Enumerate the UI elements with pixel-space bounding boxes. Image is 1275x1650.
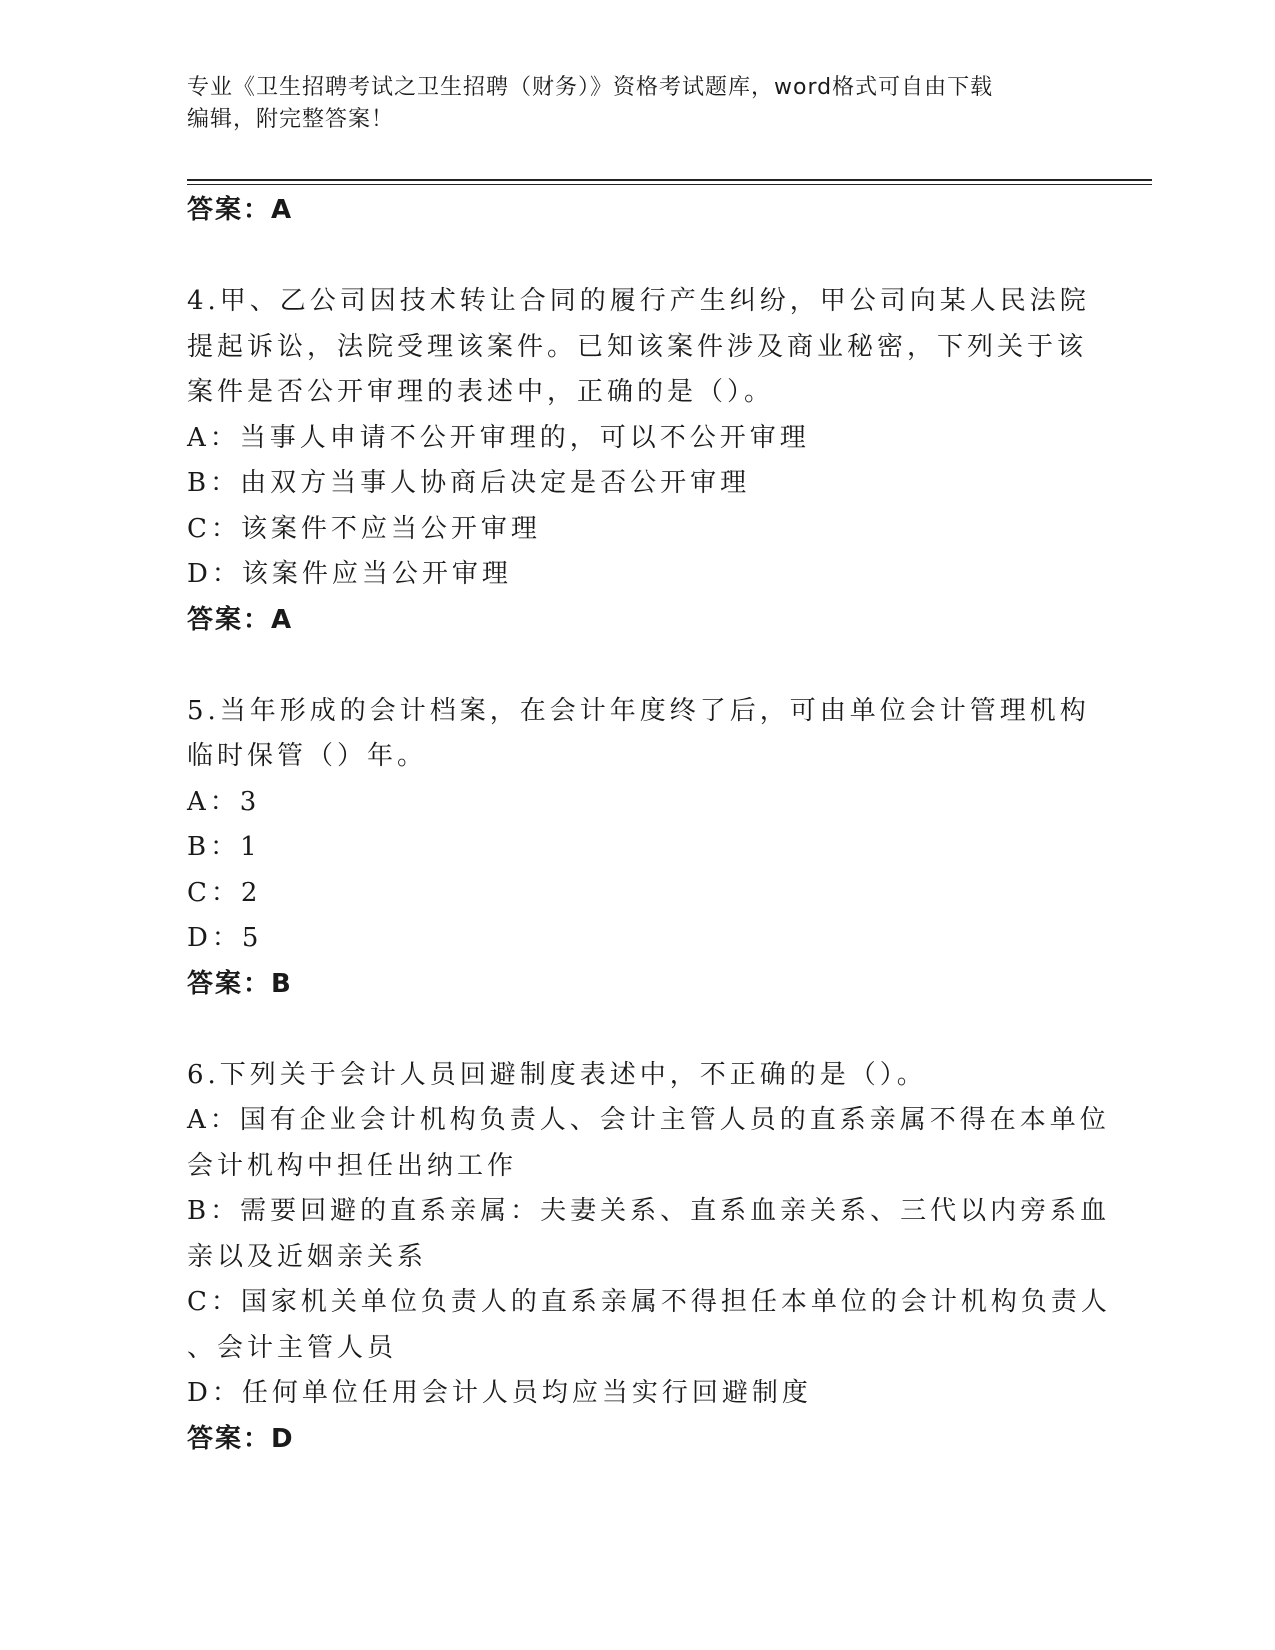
- question-stem-line: 案件是否公开审理的表述中，正确的是（）。: [187, 377, 775, 407]
- option-line: A：3: [187, 786, 261, 817]
- question-stem-line: 6.下列关于会计人员回避制度表述中，不正确的是（）。: [187, 1059, 927, 1090]
- option-line: 亲以及近姻亲关系: [187, 1241, 428, 1272]
- question-block-6: [187, 1053, 1111, 1463]
- document-header: [187, 72, 1087, 136]
- header-divider-thin: [187, 184, 1152, 185]
- answer-line: 答案：B: [187, 968, 293, 999]
- header-line-1: 专业《卫生招聘考试之卫生招聘（财务）》资格考试题库，word格式可自由下载: [187, 75, 994, 100]
- question-block-5: [187, 689, 1090, 1008]
- option-line: B：由双方当事人协商后决定是否公开审理: [187, 468, 751, 498]
- option-line: D：任何单位任用会计人员均应当实行回避制度: [187, 1378, 812, 1408]
- header-line-2: 编辑，附完整答案！: [187, 107, 395, 132]
- option-line: B：需要回避的直系亲属：夫妻关系、直系血亲关系、三代以内旁系血: [187, 1196, 1111, 1226]
- option-line: D：5: [187, 923, 263, 953]
- option-line: 、会计主管人员: [187, 1332, 398, 1363]
- question-stem-line: 5.当年形成的会计档案，在会计年度终了后，可由单位会计管理机构: [187, 695, 1090, 726]
- document-body: [187, 188, 1111, 1462]
- answer-line: 答案：D: [187, 1423, 295, 1454]
- spacer: [187, 1007, 1087, 1053]
- spacer: [187, 643, 1087, 689]
- question-stem-line: 提起诉讼，法院受理该案件。已知该案件涉及商业秘密，下列关于该: [187, 331, 1088, 362]
- answer-line: 答案：A: [187, 604, 294, 635]
- option-line: A：国有企业会计机构负责人、会计主管人员的直系亲属不得在本单位: [187, 1105, 1110, 1135]
- question-stem-line: 4.甲、乙公司因技术转让合同的履行产生纠纷，甲公司向某人民法院: [187, 286, 1090, 316]
- header-divider-thick: [187, 179, 1152, 181]
- option-line: C：该案件不应当公开审理: [187, 513, 541, 544]
- option-line: C：2: [187, 877, 262, 908]
- option-line: C：国家机关单位负责人的直系亲属不得担任本单位的会计机构负责人: [187, 1287, 1111, 1317]
- question-block-4: [187, 279, 1090, 643]
- question-stem-line: 临时保管（）年。: [187, 741, 428, 771]
- option-line: B：1: [187, 832, 261, 862]
- answer-line: 答案：A: [187, 195, 294, 225]
- option-line: 会计机构中担任出纳工作: [187, 1150, 518, 1181]
- option-line: D：该案件应当公开审理: [187, 559, 512, 589]
- option-line: A：当事人申请不公开审理的，可以不公开审理: [187, 422, 810, 453]
- spacer: [187, 234, 1087, 280]
